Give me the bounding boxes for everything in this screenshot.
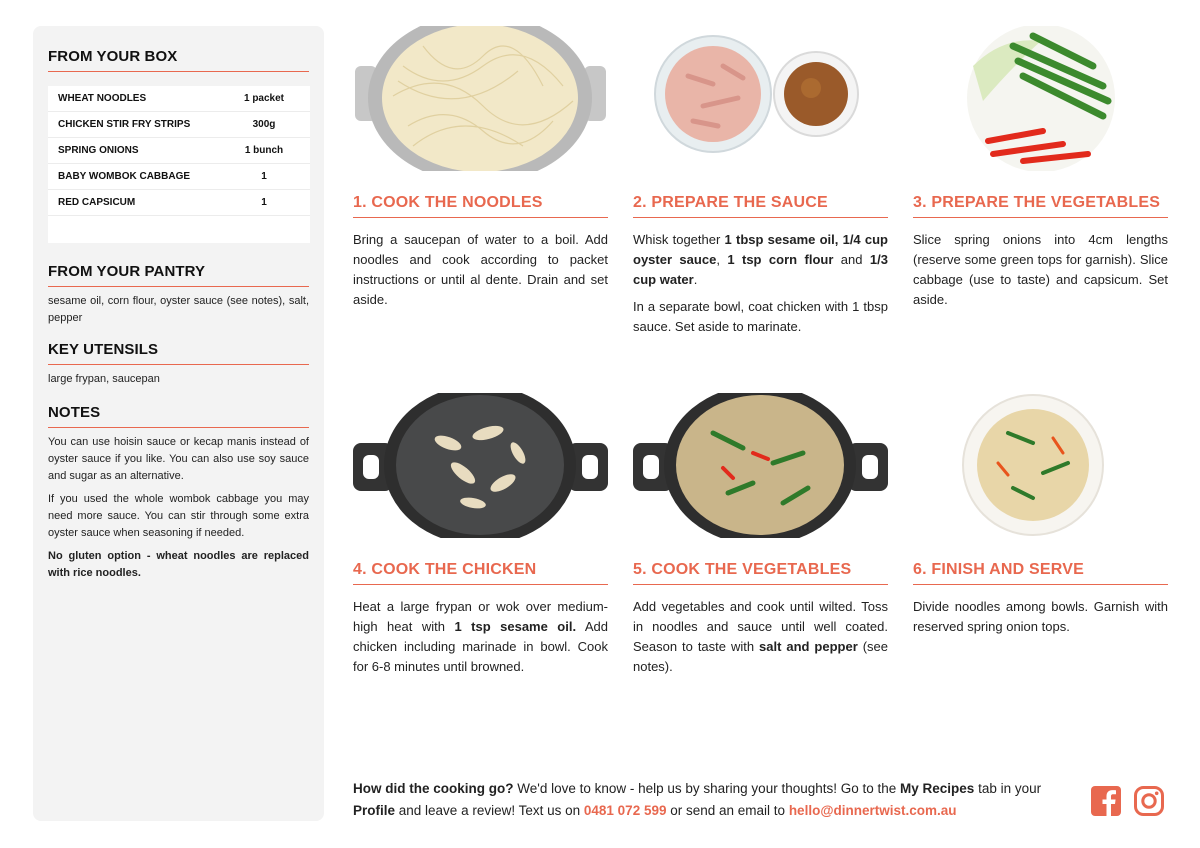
step-5-text-part: (see notes). (633, 639, 888, 674)
step-2-text-part: , (716, 252, 728, 267)
vegetables-plate-image (913, 26, 1168, 171)
note-1: You can use hoisin sauce or kecap manis instead of oyster sauce if you like. You can also use soy sauce and sugar as an alternative. (48, 436, 309, 482)
step-4-text-part: Add chicken including marinade in bowl. Cook for 6-8 minutes until browned. (353, 619, 608, 674)
step-1-text: Bring a saucepan of water to a boil. Add noodles and cook according to packet instructions or until al dente. Drain and set aside. (353, 232, 608, 307)
step-5 (633, 393, 888, 677)
facebook-icon[interactable] (1090, 785, 1122, 817)
note-2: If you used the whole wombok cabbage you may need more sauce. You can stir through some extra oyster sauce when seasoning if needed. (48, 493, 309, 539)
step-4-title: 4. COOK THE CHICKEN (353, 561, 608, 585)
feedback-footer (353, 778, 1073, 822)
footer-text: or send an email to (666, 803, 789, 818)
instagram-icon[interactable] (1133, 785, 1165, 817)
profile-link: Profile (353, 803, 396, 818)
ingredient-qty: 1 (261, 197, 267, 208)
utensils-text: large frypan, saucepan (48, 373, 160, 385)
step-2-bold-part: 1 tbsp sesame oil, 1/4 cup oyster sauce (633, 232, 888, 267)
step-4 (353, 393, 608, 677)
pantry-text: sesame oil, corn flour, oyster sauce (see notes), salt, pepper (48, 295, 309, 324)
step-2-title: 2. PREPARE THE SAUCE (633, 194, 888, 218)
step-1 (353, 26, 608, 310)
step-2 (633, 26, 888, 337)
step-4-bold-part: 1 tsp sesame oil. (454, 619, 577, 634)
served-bowl-image (913, 393, 1168, 538)
step-6-text: Divide noodles among bowls. Garnish with reserved spring onion tops. (913, 599, 1168, 634)
step-5-text-part: Add vegetables and cook until wilted. Toss in noodles and sauce until well coated. Season to taste with (633, 599, 888, 654)
note-3: No gluten option - wheat noodles are replaced with rice noodles. (48, 550, 309, 579)
key-utensils-title: KEY UTENSILS (48, 341, 309, 365)
ingredient-row-empty (48, 216, 310, 243)
step-2-bold-part: 1/3 cup water (633, 252, 888, 287)
step-2-text-part: . (693, 272, 698, 287)
ingredient-row (48, 138, 310, 164)
step-4-text (353, 597, 608, 677)
ingredient-name: RED CAPSICUM (58, 197, 136, 208)
ingredient-row (48, 164, 310, 190)
ingredient-name: BABY WOMBOK CABBAGE (58, 171, 191, 182)
step-2-text-part: and (833, 252, 870, 267)
ingredients-table (48, 86, 310, 243)
vegetables-frypan-image (633, 393, 888, 538)
ingredient-qty: 1 (261, 171, 267, 182)
ingredient-name: WHEAT NOODLES (58, 93, 147, 104)
step-2-bold-part: 1 tsp corn flour (727, 252, 834, 267)
ingredient-qty: 1 bunch (244, 145, 284, 156)
step-1-title: 1. COOK THE NOODLES (353, 194, 608, 218)
ingredient-row (48, 112, 310, 138)
sauce-and-chicken-bowls-image (633, 26, 888, 171)
chicken-frypan-image (353, 393, 608, 538)
noodles-pot-image (353, 26, 608, 171)
step-2-text-1 (633, 230, 888, 290)
from-your-box-title: FROM YOUR BOX (48, 48, 309, 72)
step-2-text-part: Whisk together (633, 232, 725, 247)
ingredient-qty: 1 packet (243, 93, 285, 104)
footer-text: We'd love to know - help us by sharing your thoughts! Go to the (513, 781, 901, 796)
step-6 (913, 393, 1168, 637)
sidebar (33, 26, 324, 821)
email-link[interactable]: hello@dinnertwist.com.au (788, 803, 957, 818)
step-5-title: 5. COOK THE VEGETABLES (633, 561, 888, 585)
step-3-title: 3. PREPARE THE VEGETABLES (913, 194, 1168, 218)
step-5-text (633, 597, 888, 677)
step-5-bold-part: salt and pepper (759, 639, 858, 654)
step-2-text-2: In a separate bowl, coat chicken with 1 tbsp sauce. Set aside to marinate. (633, 299, 888, 334)
phone-number[interactable]: 0481 072 599 (583, 803, 667, 818)
step-4-text-part: Heat a large frypan or wok over medium-high heat with (353, 599, 608, 634)
ingredient-row (48, 86, 310, 112)
ingredient-qty: 300g (252, 119, 276, 130)
my-recipes-link: My Recipes (900, 781, 975, 796)
notes-title: NOTES (48, 404, 309, 428)
step-6-title: 6. FINISH AND SERVE (913, 561, 1168, 585)
footer-question: How did the cooking go? (353, 781, 514, 796)
step-3-text: Slice spring onions into 4cm lengths (reserve some green tops for garnish). Slice cabbage (use to taste) and capsicum. Set aside. (913, 232, 1168, 307)
footer-text: tab in your (974, 781, 1042, 796)
ingredient-name: CHICKEN STIR FRY STRIPS (58, 119, 191, 130)
footer-text: and leave a review! Text us on (395, 803, 584, 818)
from-your-pantry-title: FROM YOUR PANTRY (48, 263, 309, 287)
ingredient-row (48, 190, 310, 216)
ingredient-name: SPRING ONIONS (58, 145, 139, 156)
step-3 (913, 26, 1168, 310)
